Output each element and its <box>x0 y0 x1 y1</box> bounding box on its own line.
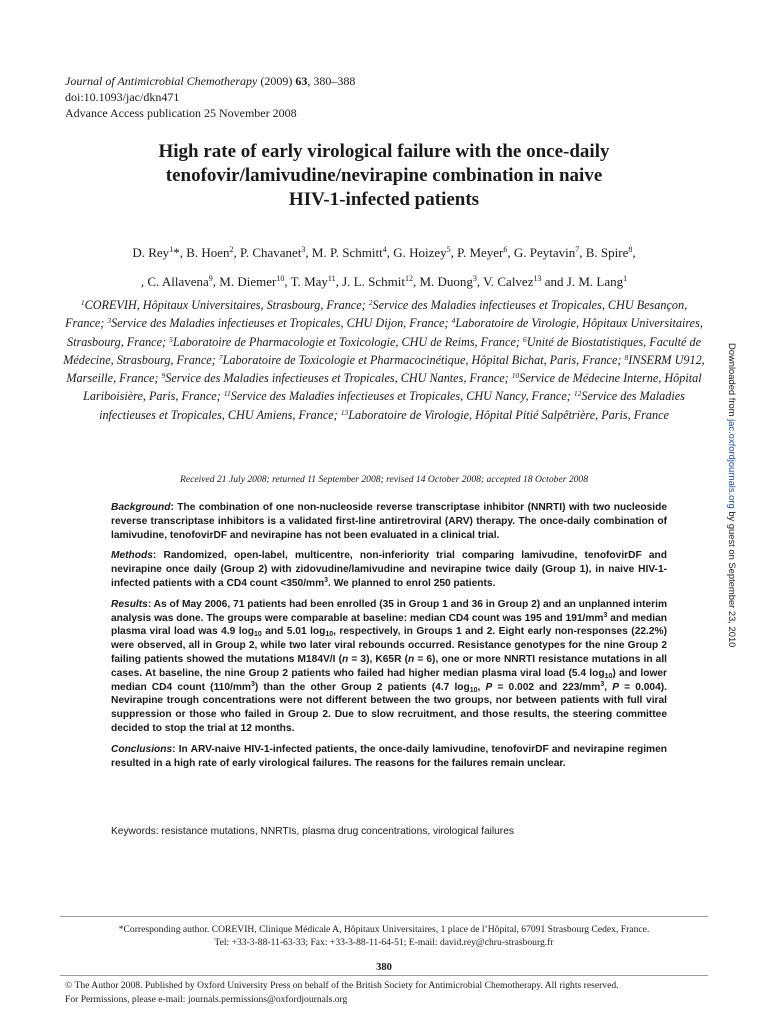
affiliation: Laboratoire de Virologie, Hôpitaux Universitaires, Strasbourg, France; <box>66 316 703 349</box>
footnote-line: *Corresponding author. COREVIH, Clinique Médicale A, Hôpitaux Universitaires, 1 place de l’Hôpital, 67091 Strasbourg Cedex, France. <box>118 924 650 935</box>
affiliation: Service des Maladies infectieuses et Tropicales, CHU Besançon, France; <box>65 298 688 331</box>
watermark-text: Downloaded from <box>727 343 738 420</box>
section-text: : Randomized, open-label, multicentre, non-inferiority trial comparing lamivudine, tenofovirDF and nevirapine once daily (Group 2) with zidovudine/lamivudine and nevirapine twice daily (Group 1), in naive HIV-1-infected patients with a CD4 count <350/mm <box>111 550 667 589</box>
download-watermark <box>725 343 739 683</box>
subscript: 10 <box>325 631 334 639</box>
affil-number: 12 <box>573 389 582 399</box>
section-text: , <box>477 681 486 693</box>
affiliation: Service des Maladies infectieuses et Tropicales, CHU Nancy, France; <box>230 389 574 404</box>
author-affil-sup: 5 <box>446 245 451 254</box>
author-affil-sup: 13 <box>533 274 542 283</box>
section-text: : The combination of one non-nucleoside reverse transcriptase inhibitor (NNRTI) with two nucleoside reverse transcriptase inhibitors is a validated first-line antiretroviral (ARV) therapy. The once-daily combination of lamivudine, tenofovirDF and nevirapine has not been evaluated in a clinical trial. <box>111 502 667 541</box>
affiliation: Unité de Biostatistiques, Faculté de Médecine, Strasbourg, France; <box>63 334 702 367</box>
advance-access: Advance Access publication 25 November 2008 <box>65 106 297 120</box>
affil-number: 7 <box>218 352 223 362</box>
copyright <box>65 979 713 1007</box>
section-text: = 3), K65R ( <box>348 653 408 665</box>
journal-name: Journal of Antimicrobial Chemotherapy <box>65 74 258 88</box>
title-line-1: High rate of early virological failure with the once-daily <box>158 141 610 162</box>
author: , C. Allavena <box>140 274 209 289</box>
title-line-2: tenofovir/lamivudine/nevirapine combination in naive <box>165 165 603 186</box>
subscript: 10 <box>469 686 478 694</box>
abstract <box>111 501 667 777</box>
italic-var: P <box>485 681 493 693</box>
author-affil-sup: 6 <box>503 245 508 254</box>
author: , G. Peytavin <box>507 245 576 260</box>
superscript: 3 <box>603 611 608 619</box>
author-affil-sup: 1 <box>623 274 628 283</box>
abstract-conclusions <box>111 743 667 771</box>
abstract-methods <box>111 549 667 590</box>
author-affil-sup: 3 <box>301 245 306 254</box>
affiliation: Service des Maladies infectieuses et Tropicales, CHU Nantes, France; <box>165 371 512 386</box>
italic-var: n <box>341 653 349 665</box>
journal-volume: 63 <box>295 74 308 88</box>
affiliation: Laboratoire de Pharmacologie et Toxicologie, CHU de Reims, France; <box>172 334 523 349</box>
section-label: Methods <box>111 550 153 562</box>
affil-number: 3 <box>107 316 112 326</box>
bottom-divider <box>60 975 708 976</box>
section-text: : In ARV-naive HIV-1-infected patients, the once-daily lamivudine, tenofovirDF and nevirapine regimen resulted in a high rate of early virological failures. The reasons for the failures remain unclear. <box>111 743 667 769</box>
italic-var: P <box>612 681 620 693</box>
page-number: 380 <box>376 962 392 973</box>
footnote-divider <box>60 916 708 917</box>
section-text: . We planned to enrol 250 patients. <box>328 577 496 589</box>
journal-site-link[interactable]: jac.oxfordjournals.org <box>727 419 738 509</box>
section-text: ) than the other Group 2 patients (4.7 log <box>254 681 470 693</box>
affil-number: 1 <box>80 298 85 307</box>
footnote-line: Tel: +33-3-88-11-63-33; Fax: +33-3-88-11-64-51; E-mail: david.rey@chru-strasbourg.fr <box>214 937 554 948</box>
author: , M. Diemer <box>212 274 277 289</box>
journal-header <box>65 73 355 121</box>
author: and J. M. Lang <box>541 274 624 289</box>
affil-number: 10 <box>511 371 520 381</box>
affiliation: Service de Médecine Interne, Hôpital Lariboisière, Paris, France; <box>83 371 702 404</box>
permissions-line: For Permissions, please e-mail: journals.permissions@oxfordjournals.org <box>65 994 348 1005</box>
author-affil-sup: 9 <box>208 274 213 283</box>
author: , B. Spire <box>579 245 629 260</box>
corresponding-author-footnote <box>60 923 708 949</box>
author-affil-sup: 7 <box>575 245 580 254</box>
copyright-line: © The Author 2008. Published by Oxford University Press on behalf of the British Society for Antimicrobial Chemotherapy. All rights reserved. <box>65 980 619 991</box>
affiliation: INSERM U912, Marseille, France; <box>66 352 705 386</box>
author-list: D. Rey$^1$*, B. Hoen$^2$, P. Chavanet$^3$, M. P. Schmitt$^4$, G. Hoizey$^5$, P. Meyer$^6$, G. Peytavin$^7$, B. Spire$^8$, , C. Allavena$^9$, M. Diemer$^{10}$, T. May$^{11}$, J. L. Schmit$^{12}$, M. Duong$^3$, V. Calvez$^{13}$ and J. M. Lang$^1$ <box>132 245 636 289</box>
author: , P. Chavanet <box>233 245 302 260</box>
author-affil-sup: 12 <box>404 274 413 283</box>
affiliations <box>60 296 708 424</box>
author: , V. Calvez <box>476 274 534 289</box>
citation-line <box>65 73 355 89</box>
doi: doi:10.1093/jac/dkn471 <box>65 90 180 104</box>
italic-var: n <box>407 653 415 665</box>
journal-pages: , 380–388 <box>307 74 356 88</box>
subscript: 10 <box>253 631 262 639</box>
author-affil-sup: 1 <box>169 245 174 254</box>
author-affil-sup: 10 <box>276 274 285 283</box>
section-text: , <box>604 681 613 693</box>
author: , M. P. Schmitt <box>305 245 383 260</box>
author-affil-sup: 3 <box>472 274 477 283</box>
affiliation: Laboratoire de Toxicologie et Pharmacocinétique, Hôpital Bichat, Paris, France; <box>222 352 625 367</box>
author: , M. Duong <box>412 274 473 289</box>
section-text: ) and lower median CD4 count (110/mm <box>111 667 667 693</box>
title-line-3: HIV-1-infected patients <box>288 189 480 210</box>
affiliation: Service des Maladies infectieuses et Tropicales, CHU Dijon, France; <box>111 316 452 331</box>
affiliation: Service des Maladies infectieuses et Tropicales, CHU Amiens, France; <box>99 389 685 422</box>
section-label: Conclusions <box>111 743 173 755</box>
affil-number: 8 <box>624 352 629 362</box>
section-text: and 5.01 log <box>261 626 326 638</box>
author-affil-sup: 2 <box>229 245 234 254</box>
section-text: and median plasma viral load was 4.9 log <box>111 612 667 638</box>
author: D. Rey <box>132 245 170 260</box>
affiliation: Laboratoire de Virologie, Hôpital Pitié Salpêtrière, Paris, France <box>348 407 669 422</box>
author: , P. Meyer <box>450 245 504 260</box>
affil-number: 6 <box>522 334 527 344</box>
section-text: = 0.002 and 223/mm <box>492 681 601 693</box>
affil-number: 13 <box>340 407 349 417</box>
article-title <box>84 140 684 212</box>
keywords: Keywords: resistance mutations, NNRTIs, plasma drug concentrations, virological failures <box>111 826 514 837</box>
affil-number: 5 <box>169 334 173 344</box>
received-dates: Received 21 July 2008; returned 11 September 2008; revised 14 October 2008; accepted 18 October 2008 <box>179 474 589 485</box>
abstract-background <box>111 501 667 542</box>
section-text: = 0.004). Nevirapine trough concentrations were not different between the two groups, nor between patients with full viral suppression or those who failed in Group 2. Due to slow recruitment, and those results, the steering committee decided to stop the trial at 12 months. <box>111 681 667 734</box>
author-affil-sup: 11 <box>327 274 336 283</box>
subscript: 10 <box>604 672 613 680</box>
author-affil-sup: 8 <box>628 245 633 254</box>
section-text: : As of May 2006, 71 patients had been enrolled (35 in Group 1 and 36 in Group 2) and an unplanned interim analysis was done. The groups were comparable at baseline: median CD4 count was 195 and 191/mm <box>111 598 667 624</box>
superscript: 3 <box>250 680 255 688</box>
author: , G. Hoizey <box>386 245 447 260</box>
journal-year: (2009) <box>260 74 293 88</box>
watermark-text: by guest on September 23, 2010 <box>727 508 738 648</box>
author: , B. Hoen <box>179 245 230 260</box>
affil-number: 4 <box>451 316 456 326</box>
affil-number: 2 <box>368 298 373 307</box>
affil-number: 9 <box>161 371 166 381</box>
affil-number: 11 <box>223 389 231 399</box>
section-text: , respectively, in Groups 1 and 2. Eight early non-responses (22.2%) were observed, all in Group 2, while two later viral rebounds occurred. Resistance genotypes for the nine Group 2 failing patients showed the mutations M184V/I ( <box>111 626 667 665</box>
section-text: = 6), one or more NNRTI resistance mutations in all cases. At baseline, the nine Group 2 patients who failed had higher median plasma viral load (5.4 log <box>111 653 668 679</box>
section-label: Results <box>111 598 148 610</box>
abstract-results <box>111 598 667 736</box>
superscript: 3 <box>600 680 605 688</box>
section-label: Background <box>111 502 171 513</box>
author: , J. L. Schmit <box>335 274 405 289</box>
affiliation: COREVIH, Hôpitaux Universitaires, Strasbourg, France; <box>84 298 369 312</box>
corresponding-mark: * <box>173 245 180 260</box>
author-affil-sup: 4 <box>382 245 387 254</box>
superscript: 3 <box>324 576 329 584</box>
author: , T. May <box>284 274 328 289</box>
